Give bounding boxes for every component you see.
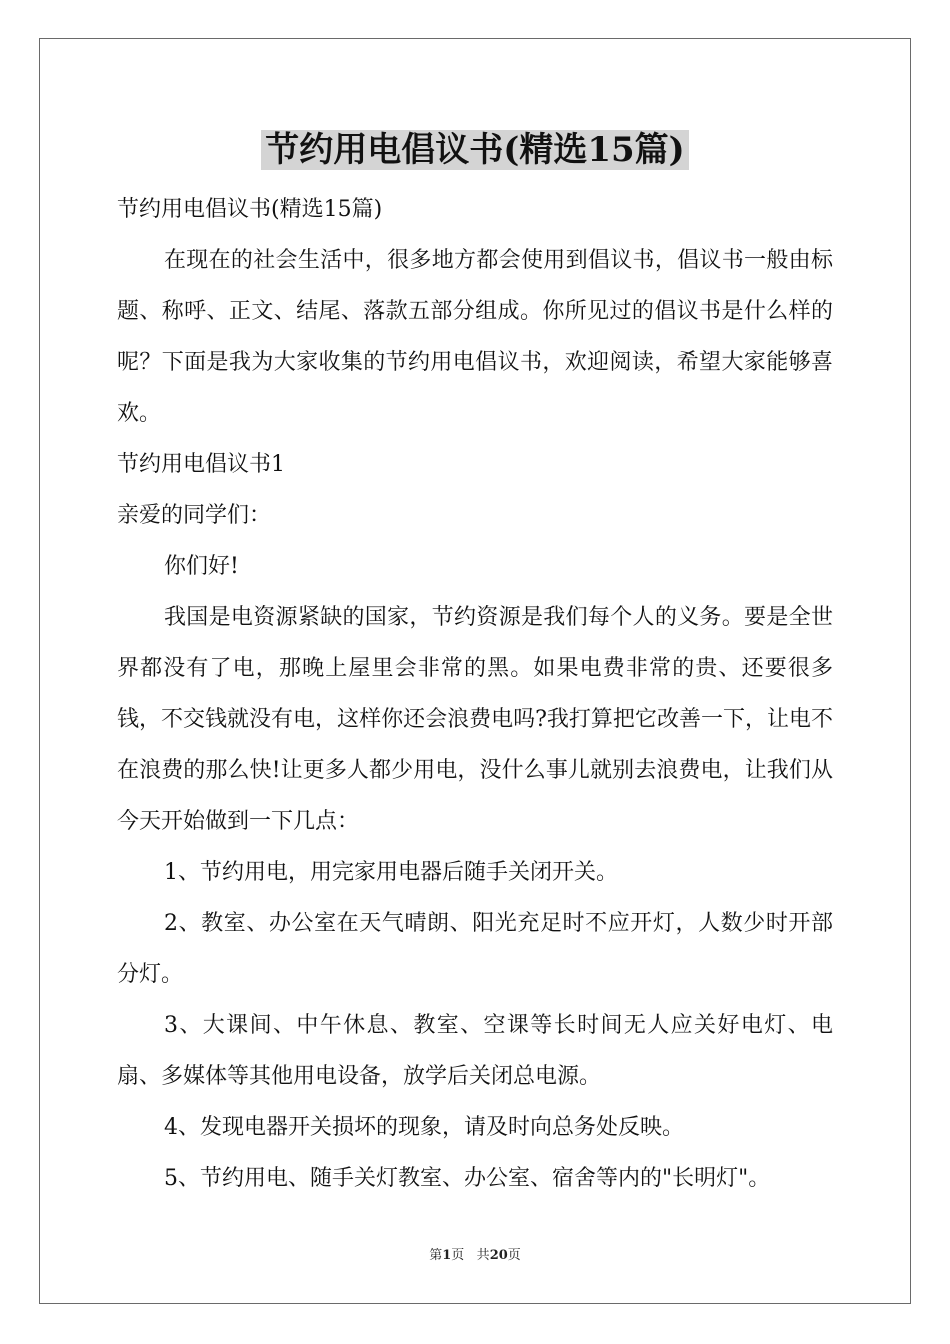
total-suffix: 页 <box>507 1248 521 1263</box>
salutation: 亲爱的同学们： <box>117 503 272 528</box>
paragraph-subtitle: 节约用电倡议书(精选15篇) <box>117 197 383 222</box>
list-item: 4、发现电器开关损坏的现象，请及时向总务处反映。 <box>164 1115 684 1140</box>
paragraph-intro: 在现在的社会生活中，很多地方都会使用到倡议书，倡议书一般由标题、称呼、正文、结尾、落款五部分组成。你所见过的倡议书是什么样的呢？下面是我为大家收集的节约用电倡议书，欢迎阅读，希望大家能够喜欢。 <box>117 248 833 426</box>
total-pages: 20 <box>489 1248 508 1263</box>
paragraph-body: 我国是电资源紧缺的国家，节约资源是我们每个人的义务。要是全世界都没有了电，那晚上屋里会非常的黑。如果电费非常的贵、还要很多钱，不交钱就没有电，这样你还会浪费电吗?我打算把它改善一下，让电不在浪费的那么快!让更多人都少用电，没什么事儿就别去浪费电，让我们从今天开始做到一下几点： <box>117 605 833 834</box>
document-body <box>117 184 833 1204</box>
page-footer <box>0 1246 950 1266</box>
total-prefix: 共 <box>476 1248 490 1263</box>
page-suffix: 页 <box>451 1248 465 1263</box>
greeting: 你们好! <box>164 554 239 579</box>
section-heading: 节约用电倡议书1 <box>117 452 285 477</box>
document-title <box>0 128 950 172</box>
list-item: 3、大课间、中午休息、教室、空课等长时间无人应关好电灯、电扇、多媒体等其他用电设备，放学后关闭总电源。 <box>117 1013 833 1089</box>
document-title-text: 节约用电倡议书(精选15篇) <box>261 130 689 170</box>
list-item: 1、节约用电，用完家用电器后随手关闭开关。 <box>164 860 618 885</box>
list-item: 5、节约用电、随手关灯教室、办公室、宿舍等内的"长明灯"。 <box>164 1166 771 1191</box>
page-prefix: 第 <box>429 1248 443 1263</box>
list-item: 2、教室、办公室在天气晴朗、阳光充足时不应开灯，人数少时开部分灯。 <box>117 911 833 987</box>
page-number: 1 <box>442 1248 452 1263</box>
